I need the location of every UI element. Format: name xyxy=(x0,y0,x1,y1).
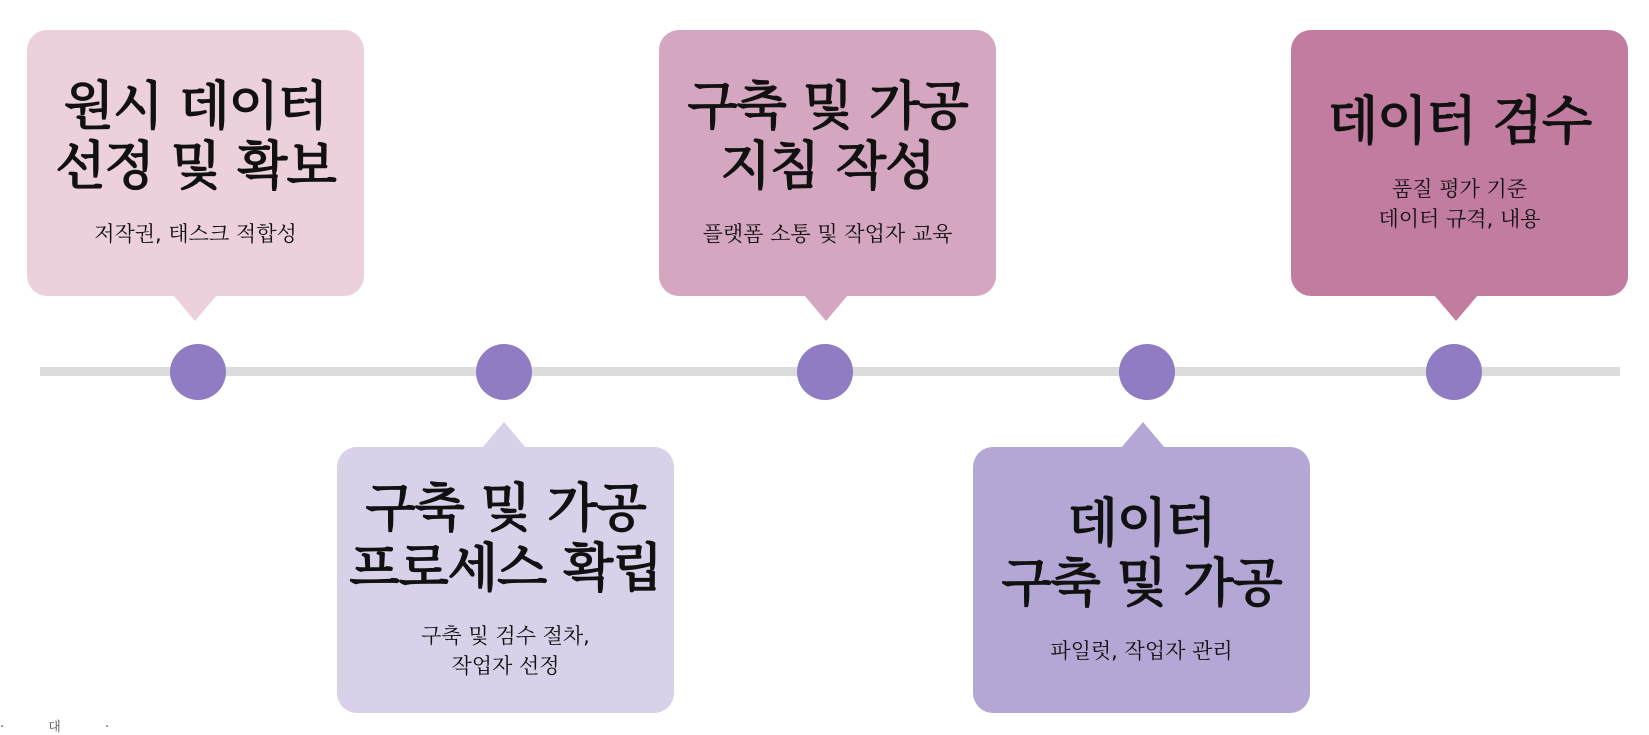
stage-card-3 xyxy=(659,30,996,296)
stage-2-pointer xyxy=(482,422,526,448)
stage-2-description: 구축 및 검수 절차, 작업자 선정 xyxy=(421,624,590,678)
stage-1-pointer xyxy=(173,295,217,321)
stage-3-title: 구축 및 가공 지침 작성 xyxy=(687,77,968,197)
stage-3-description: 플랫폼 소통 및 작업자 교육 xyxy=(702,222,953,246)
timeline-node-5 xyxy=(1426,344,1482,400)
stage-5-description: 품질 평가 기준 데이터 규격, 내용 xyxy=(1378,177,1541,231)
stage-4-pointer xyxy=(1121,422,1165,448)
timeline-node-2 xyxy=(476,344,532,400)
stage-1-description: 저작권, 태스크 적합성 xyxy=(94,222,297,246)
timeline-node-1 xyxy=(170,344,226,400)
stage-5-pointer xyxy=(1434,295,1478,321)
stage-card-5 xyxy=(1291,30,1628,296)
stage-4-description: 파일럿, 작업자 관리 xyxy=(1050,639,1233,663)
stage-4-title: 데이터 구축 및 가공 xyxy=(1001,494,1282,614)
stage-card-1 xyxy=(27,30,364,296)
stage-5-title: 데이터 검수 xyxy=(1327,92,1592,152)
stage-1-title: 원시 데이터 선정 및 확보 xyxy=(55,77,336,197)
timeline-node-4 xyxy=(1119,344,1175,400)
stage-card-4 xyxy=(973,447,1310,713)
stage-2-title: 구축 및 가공 프로세스 확립 xyxy=(349,479,662,599)
stage-3-pointer xyxy=(804,295,848,321)
timeline-node-3 xyxy=(797,344,853,400)
footnote: · 대 · xyxy=(0,720,130,735)
stage-card-2 xyxy=(337,447,674,713)
